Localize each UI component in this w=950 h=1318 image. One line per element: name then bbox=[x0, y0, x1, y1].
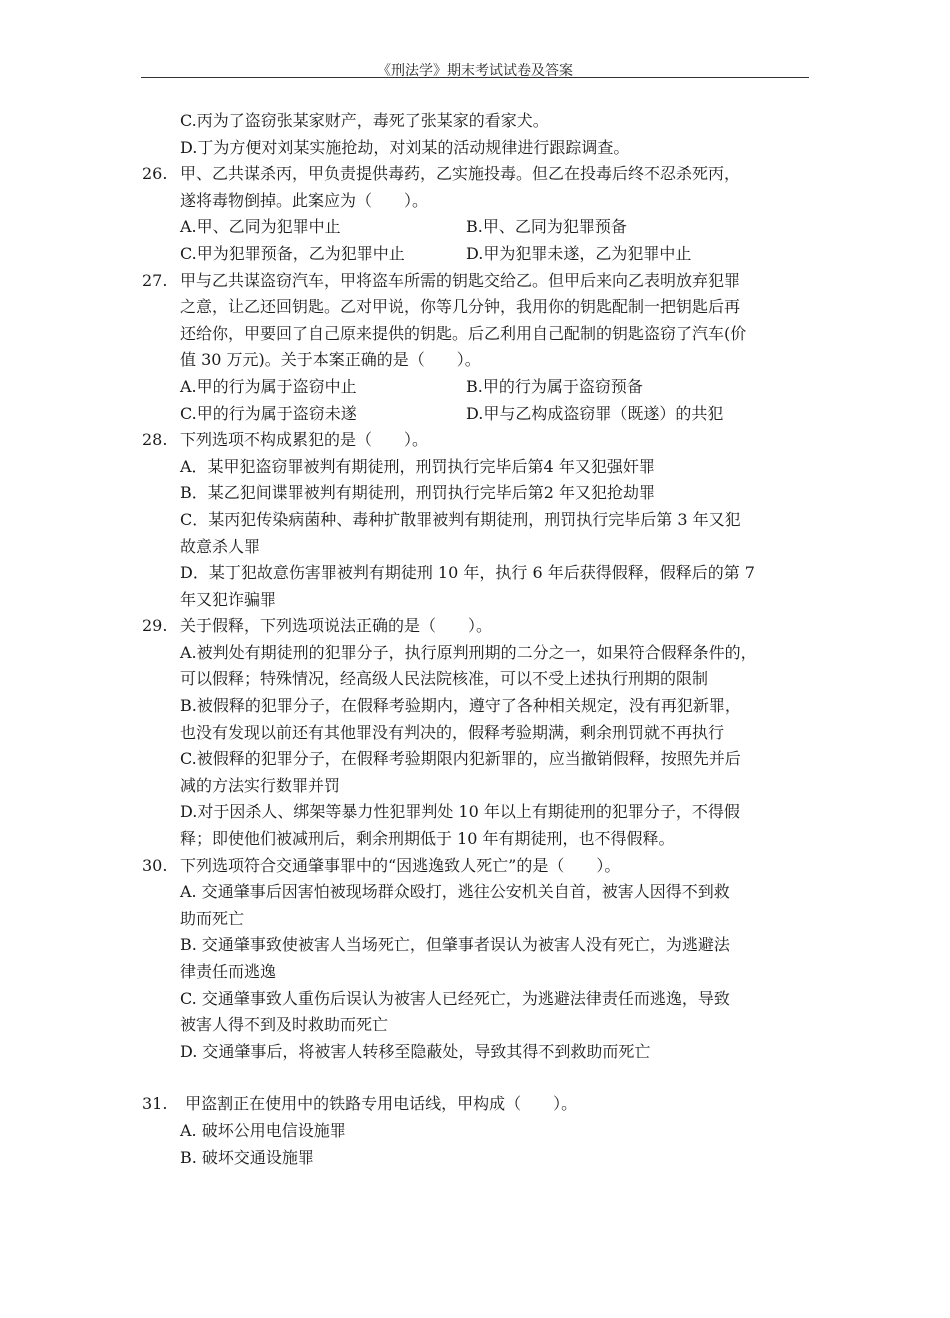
question-26 bbox=[142, 161, 810, 188]
option-c: C．某丙犯传染病菌种、毒种扩散罪被判有期徒刑，刑罚执行完毕后第 3 年又犯 bbox=[180, 509, 741, 529]
option-d: D．某丁犯故意伤害罪被判有期徒刑 10 年，执行 6 年后获得假释，假释后的第 7 bbox=[180, 563, 755, 583]
option-b-cont: 律责任而逃逸 bbox=[180, 962, 277, 981]
option-a-cont: 可以假释；特殊情况，经高级人民法院核准，可以不受上述执行刑期的限制 bbox=[180, 669, 709, 689]
question-27-cont: 值 30 万元)。关于本案正确的是（ ）。 bbox=[180, 350, 481, 370]
header-rule bbox=[141, 77, 809, 78]
option-a: A.被判处有期徒刑的犯罪分子，执行原判刑期的二分之一，如果符合假释条件的， bbox=[180, 642, 757, 662]
question-30 bbox=[142, 853, 810, 880]
page-header: 《刑法学》期末考试试卷及答案 bbox=[377, 63, 573, 79]
question-28 bbox=[142, 427, 810, 454]
question-26-options-cd bbox=[142, 241, 810, 268]
question-26-options-ab bbox=[142, 214, 810, 241]
option-a: A．某甲犯盗窃罪被判有期徒刑，刑罚执行完毕后第4 年又犯强奸罪 bbox=[180, 456, 655, 476]
option-c: C.被假释的犯罪分子，在假释考验期限内犯新罪的，应当撤销假释，按照先并后 bbox=[180, 749, 741, 769]
question-27-options-cd bbox=[142, 401, 810, 428]
option-c-cont: 减的方法实行数罪并罚 bbox=[180, 775, 341, 795]
question-27 bbox=[142, 268, 810, 295]
option-c: C.甲的行为属于盗窃未遂 bbox=[180, 403, 357, 423]
option-a: A. 破坏公用电信设施罪 bbox=[180, 1120, 346, 1140]
option-c-cont: 被害人得不到及时救助而死亡 bbox=[180, 1015, 389, 1035]
exam-content bbox=[142, 108, 810, 1171]
option-d: D.对于因杀人、绑架等暴力性犯罪判处 10 年以上有期徒刑的犯罪分子，不得假 bbox=[180, 802, 740, 822]
question-27-cont: 之意，让乙还回钥匙。乙对甲说，你等几分钟，我用你的钥匙配制一把钥匙后再 bbox=[180, 297, 741, 317]
option-d-cont: 释；即使他们被减刑后，剩余刑期低于 10 年有期徒刑，也不得假释。 bbox=[180, 829, 675, 849]
option-a-cont: 助而死亡 bbox=[180, 908, 245, 928]
question-31 bbox=[142, 1091, 810, 1118]
option-b-cont: 也没有发现以前还有其他罪没有判决的，假释考验期满，剩余刑罚就不再执行 bbox=[180, 722, 725, 742]
option-b: B.甲、乙同为犯罪预备 bbox=[466, 217, 627, 237]
question-number: 26. bbox=[142, 164, 168, 184]
prev-option-d: D.丁为方便对刘某实施抢劫，对刘某的活动规律进行跟踪调查。 bbox=[180, 137, 630, 157]
option-b: B.被假释的犯罪分子，在假释考验期内，遵守了各种相关规定，没有再犯新罪， bbox=[180, 696, 741, 716]
prev-option-c: C.丙为了盗窃张某家财产，毒死了张某家的看家犬。 bbox=[180, 111, 549, 130]
option-d: D. 交通肇事后，将被害人转移至隐蔽处，导致其得不到救助而死亡 bbox=[180, 1041, 651, 1061]
option-a: A. 交通肇事后因害怕被现场群众殴打，逃往公安机关自首，被害人因得不到救 bbox=[180, 882, 730, 902]
option-b: B.甲的行为属于盗窃预备 bbox=[466, 376, 643, 396]
question-number: 29. bbox=[142, 616, 168, 636]
spacer bbox=[142, 1065, 810, 1091]
option-b: B. 破坏交通设施罪 bbox=[180, 1147, 314, 1167]
option-b: B．某乙犯间谍罪被判有期徒刑，刑罚执行完毕后第2 年又犯抢劫罪 bbox=[180, 483, 656, 503]
question-text: 关于假释，下列选项说法正确的是（ ）。 bbox=[180, 616, 493, 636]
option-c: C.甲为犯罪预备，乙为犯罪中止 bbox=[180, 243, 405, 263]
question-text: 下列选项符合交通肇事罪中的“因逃逸致人死亡”的是（ ）。 bbox=[180, 855, 621, 875]
option-d: D.甲为犯罪未遂，乙为犯罪中止 bbox=[466, 243, 692, 263]
option-a: A.甲的行为属于盗窃中止 bbox=[180, 376, 357, 396]
question-text: 甲、乙共谋杀丙，甲负责提供毒药，乙实施投毒。但乙在投毒后终不忍杀死丙， bbox=[180, 164, 741, 184]
option-c-cont: 故意杀人罪 bbox=[180, 536, 261, 556]
option-d: D.甲与乙构成盗窃罪（既遂）的共犯 bbox=[466, 403, 724, 423]
question-27-cont: 还给你，甲要回了自己原来提供的钥匙。后乙利用自己配制的钥匙盗窃了汽车(价 bbox=[180, 323, 747, 343]
question-number: 30. bbox=[142, 855, 168, 875]
option-d-cont: 年又犯诈骗罪 bbox=[180, 589, 277, 609]
question-29 bbox=[142, 613, 810, 640]
question-27-options-ab bbox=[142, 374, 810, 401]
option-c: C. 交通肇事致人重伤后误认为被害人已经死亡，为逃避法律责任而逃逸，导致 bbox=[180, 988, 730, 1008]
question-text: 甲盗割正在使用中的铁路专用电话线，甲构成（ ）。 bbox=[180, 1094, 578, 1114]
question-26-cont: 遂将毒物倒掉。此案应为（ ）。 bbox=[180, 190, 429, 210]
option-a: A.甲、乙同为犯罪中止 bbox=[180, 217, 341, 237]
question-number: 28. bbox=[142, 430, 168, 450]
question-text: 下列选项不构成累犯的是（ ）。 bbox=[180, 430, 429, 450]
question-number: 31. bbox=[142, 1094, 168, 1114]
option-b: B. 交通肇事致使被害人当场死亡，但肇事者误认为被害人没有死亡，为逃避法 bbox=[180, 935, 730, 955]
question-text: 甲与乙共谋盗窃汽车，甲将盗车所需的钥匙交给乙。但甲后来向乙表明放弃犯罪 bbox=[180, 270, 741, 290]
question-number: 27. bbox=[142, 270, 168, 290]
